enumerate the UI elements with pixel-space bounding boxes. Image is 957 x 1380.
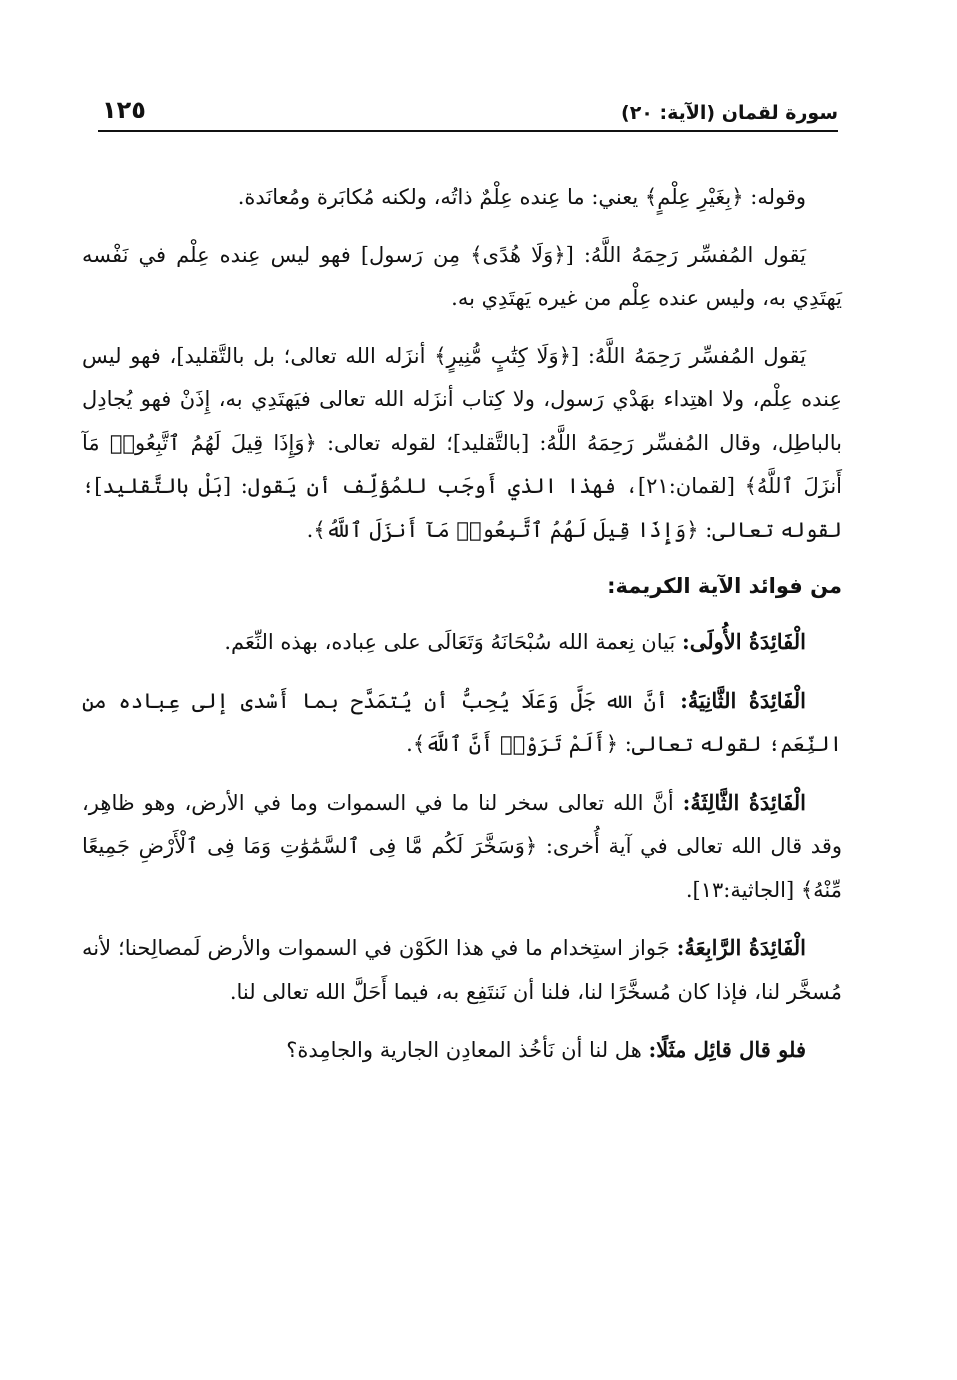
benefit-3 [82, 781, 842, 913]
page-header [98, 92, 838, 134]
paragraph-1: وقوله: ﴿بِغَيْرِ عِلْمٍ﴾ يعني: ما عِنده عِلْمٌ ذاتُه، ولكنه مُكابَرة ومُعانَدة. [237, 185, 806, 209]
benefit-2-text: أنَّ الله جَلَّ وَعَلَا يُحِبُّ أن يُتمَدَّح بما أَسْدى إلى عِباده من النِّعَم؛ لقوله تعالى: ﴿أَلَمْ تَرَوْا۟ أَنَّ ٱللَّهَ﴾. [82, 688, 842, 756]
paragraph-2: يَقول المُفسِّر رَحِمَهُ اللَّهُ: [﴿وَلَا هُدًى﴾ مِن رَسول] فهو ليس عِنده عِلْم في نَفْسه يَهتَدِي به، وليس عنده عِلْم من غيره يَهتَدِي به. [82, 242, 842, 310]
paragraph-3: يَقول المُفسِّر رَحِمَهُ اللَّهُ: [﴿وَلَا كِتَٰبٍ مُّنِيرٍ﴾ أنزَله الله تعالى؛ بل بالتَّقليد]، فهو ليس عِنده عِلْم، ولا اهتِداء بهَدْي رَسول، ولا كِتاب أنزَله الله تعالى فيَهتَدِي به، إِذَنْ فهو يُجادِل بالباطِل، وقال المُفسِّر رَحِمَهُ اللَّهُ: [بالتَّقليد]؛ لقوله تعالى: ﴿وَإِذَا قِيلَ لَهُمُ ٱتَّبِعُوا۟ مَآ أَنزَلَ ٱللَّهُ﴾ [لقمان:٢١]، فهذا الذي أَوجَب للمُؤلِّف أن يَقول: [بَلْ بالتَّقليد]؛ لقوله تعالى: ﴿وَإِذَا قِيلَ لَهُمُ ٱتَّبِعُوا۟ مَآ أَنزَلَ ٱللَّهُ﴾. [82, 343, 842, 542]
closing-label: فلو قال قائِل مثَلًا: [648, 1037, 806, 1062]
page-body [82, 176, 842, 1087]
benefits-heading: من فوائد الآية الكريمة: [607, 574, 842, 598]
benefit-4-text: جَواز استِخدام ما في هذا الكَوْن في السموات والأرض لَمصالِحنا؛ لأنه مُسخَّر لنا، فإذا كان مُسخَّرًا لنا، فلنا أن نَنتَفِع به، فيما أَحَلَّ الله تعالى لنا. [82, 936, 842, 1004]
header-rule [98, 130, 838, 132]
benefit-4 [82, 926, 842, 1014]
running-title: سورة لقمان (الآية: ٢٠) [621, 102, 838, 124]
page-number: ١٢٥ [102, 96, 146, 124]
benefit-3-label: الْفَائِدَةُ الثَّالِثَةُ: [682, 789, 806, 815]
benefit-1-label: الْفَائِدَةُ الأُولَى: [681, 629, 806, 654]
closing-question [82, 1028, 842, 1073]
benefit-1 [82, 620, 842, 665]
benefit-2-label: الْفَائِدَةُ الثَّانِيَةُ: [680, 687, 806, 713]
benefit-4-label: الْفَائِدَةُ الرَّابِعَةُ: [676, 935, 806, 960]
benefit-1-text: بَيان نِعمة الله سُبْحَانَهُ وَتَعَالَى على عِباده، بهذه النِّعَم. [224, 630, 682, 654]
closing-text: هل لنا أن نَأخُذ المعادِن الجارية والجامِدة؟ [286, 1038, 649, 1062]
benefit-2 [82, 679, 842, 767]
benefit-3-text: أنَّ الله تعالى سخر لنا ما في السموات وما في الأرض، وهو ظاهِر، وقد قال الله تعالى في آية أُخرى: ﴿وَسَخَّرَ لَكُم مَّا فِى ٱلسَّمَٰوَٰتِ وَمَا فِى ٱلْأَرْضِ جَمِيعًا مِّنْهُ﴾ [الجاثية:١٣]. [82, 790, 842, 902]
